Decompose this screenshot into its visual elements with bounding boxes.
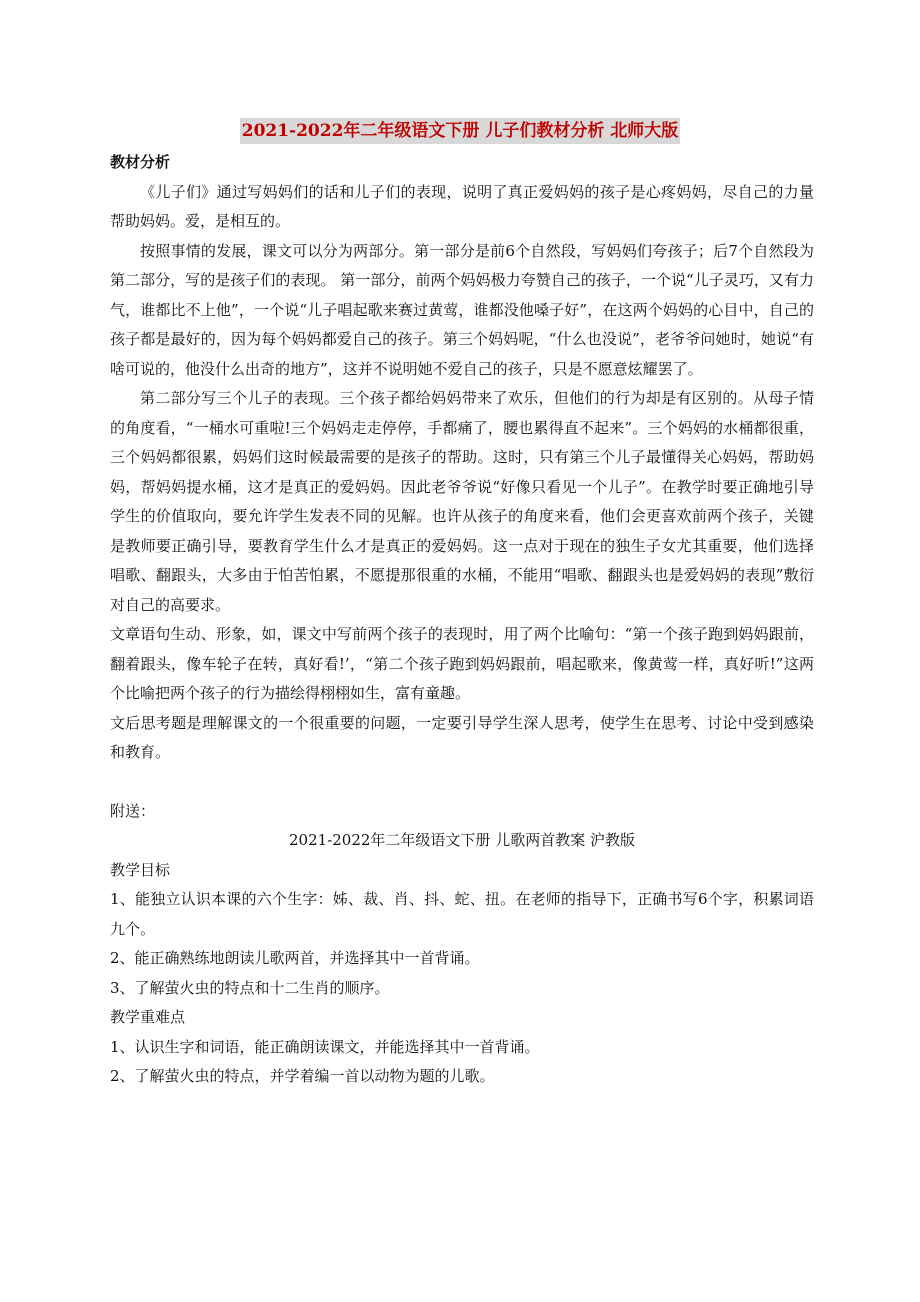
document-body: [110, 148, 814, 1092]
document-title: 2021-2022年二年级语文下册 儿子们教材分析 北师大版: [240, 118, 681, 144]
spacer: [110, 768, 814, 797]
difficulty-item: 1、认识生字和词语，能正确朗读课文，并能选择其中一首背诵。: [110, 1037, 540, 1056]
paragraph-intro: 《儿子们》通过写妈妈们的话和儿子们的表现，说明了真正爱妈妈的孩子是心疼妈妈，尽自己的力量帮助妈妈。爱，是相互的。: [110, 182, 814, 230]
difficulty-heading: 教学重难点: [110, 1008, 186, 1026]
attachment-label: 附送：: [110, 801, 156, 820]
paragraph-part-one: 按照事情的发展，课文可以分为两部分。第一部分是前6个自然段，写妈妈们夸孩子；后7个自然段为第二部分，写的是孩子们的表现。 第一部分，前两个妈妈极力夸赞自己的孩子，一个说“儿子灵巧，又有力气，谁都比不上他”，一个说“儿子唱起歌来赛过黄莺，谁都没他嗓子好”，在这两个妈妈的心目中，自己的孩子都是最好的，因为每个妈妈都爱自己的孩子。第三个妈妈呢，“什么也没说”，老爷爷问她时，她说“有啥可说的，他没什么出奇的地方”，这并不说明她不爱自己的孩子，只是不愿意炫耀罢了。: [110, 241, 814, 378]
section-heading: 教材分析: [110, 153, 171, 171]
goal-item: 3、了解萤火虫的特点和十二生肖的顺序。: [110, 978, 390, 997]
goal-item: 2、能正确熟练地朗读儿歌两首，并选择其中一首背诵。: [110, 949, 480, 967]
paragraph-questions: 文后思考题是理解课文的一个很重要的问题，一定要引导学生深人思考，使学生在思考、讨论中受到感染和教育。: [110, 713, 814, 761]
paragraph-language: 文章语句生动、形象，如，课文中写前两个孩子的表现时，用了两个比喻句：“第一个孩子跑到妈妈跟前，翻着跟头，像车轮子在转，真好看!’，“第二个孩子跑到妈妈跟前，唱起歌来，像黄莺一样，真好听!”这两个比喻把两个孩子的行为描绘得栩栩如生，富有童趣。: [110, 625, 814, 702]
goals-heading: 教学目标: [110, 860, 171, 879]
goal-item: 1、能独立认识本课的六个生字：姊、裁、肖、抖、蛇、扭。在老师的指导下，正确书写6个字，积累词语九个。: [110, 890, 814, 938]
title-block: [0, 118, 920, 144]
attachment-title: 2021-2022年二年级语文下册 儿歌两首教案 沪教版: [289, 831, 635, 849]
difficulty-item: 2、了解萤火虫的特点，并学着编一首以动物为题的儿歌。: [110, 1067, 495, 1085]
paragraph-part-two: 第二部分写三个儿子的表现。三个孩子都给妈妈带来了欢乐，但他们的行为却是有区别的。从母子情的角度看，“一桶水可重啦!三个妈妈走走停停，手都痛了，腰也累得直不起来”。三个妈妈的水桶都很重，三个妈妈都很累，妈妈们这时候最需要的是孩子的帮助。这时，只有第三个儿子最懂得关心妈妈，帮助妈妈，帮妈妈提水桶，这才是真正的爱妈妈。因此老爷爷说“好像只看见一个儿子”。在教学时要正确地引导学生的价值取向，要允许学生发表不同的见解。也许从孩子的角度来看，他们会更喜欢前两个孩子，关键是教师要正确引导，要教育学生什么才是真正的爱妈妈。这一点对于现在的独生子女尤其重要，他们选择唱歌、翻跟头，大多由于怕苦怕累，不愿提那很重的水桶，不能用“唱歌、翻跟头也是爱妈妈的表现”敷衍对自己的高要求。: [110, 389, 814, 614]
